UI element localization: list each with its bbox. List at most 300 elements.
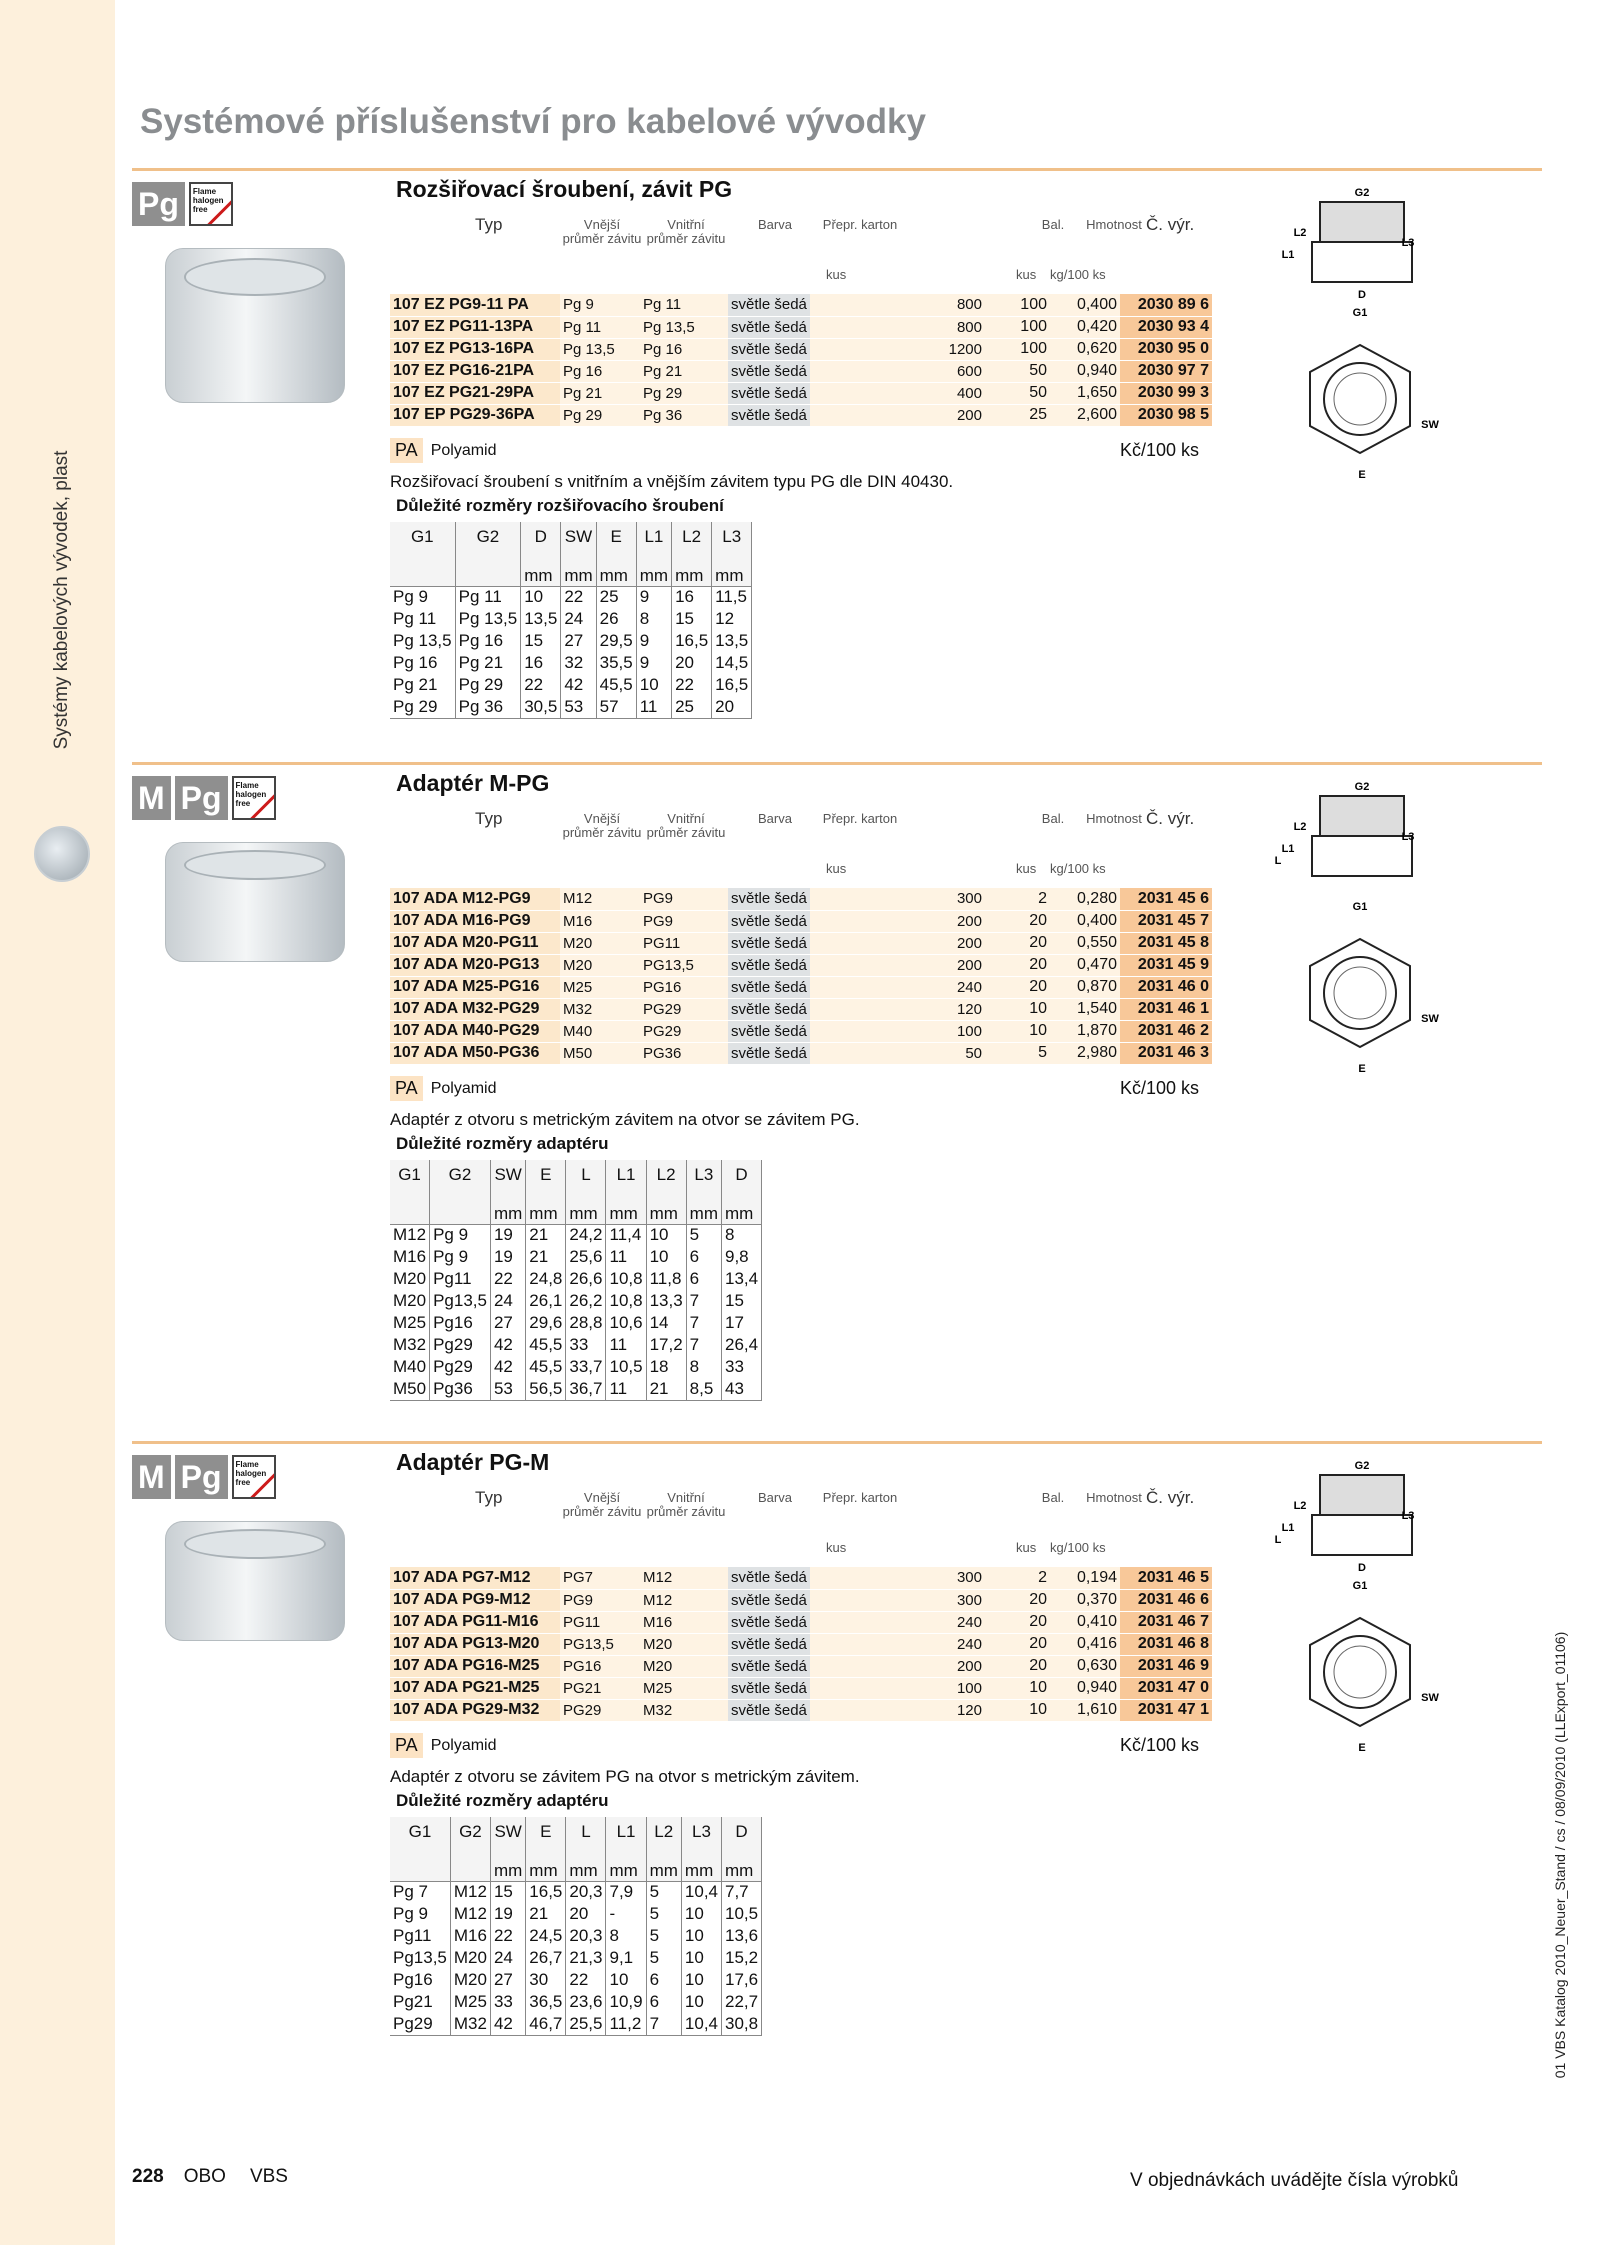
product-row [390,360,1212,382]
dimension-header: L2 [646,1160,686,1190]
side-strip [0,0,115,2245]
dimension-cell: 19 [490,1903,525,1925]
weight-cell: 0,550 [1050,932,1120,954]
dimension-label: L3 [1401,1510,1415,1522]
dimension-cell: 7 [646,2013,681,2035]
color-cell: světle šedá [728,1677,810,1699]
carton-cell: 1200 [810,338,1000,360]
carton-cell: 300 [810,1567,1000,1589]
dimension-label: D [1358,1562,1366,1574]
dimension-row [390,1246,762,1268]
dimension-row [390,608,752,630]
dimension-cell: 17,6 [722,1969,762,1991]
outer-thread-cell: M20 [560,932,640,954]
color-cell: světle šedá [728,1699,810,1721]
outer-thread-cell: PG29 [560,1699,640,1721]
dimension-cell: 11 [606,1378,646,1400]
dimension-cell: 7,7 [722,1881,762,1903]
color-cell: světle šedá [728,998,810,1020]
dimension-cell: 13,4 [722,1268,762,1290]
product-row [390,1699,1212,1721]
dimension-row [390,674,752,696]
dimension-cell: 11,2 [606,2013,646,2035]
dimension-cell: Pg 9 [430,1246,491,1268]
pack-cell: 2 [1000,888,1050,910]
type-cell: 107 EZ PG16-21PA [390,360,560,382]
dimension-cell: 53 [490,1378,525,1400]
dimension-cell: 25 [672,696,712,718]
dimension-label: G1 [1352,307,1368,319]
color-cell: světle šedá [728,888,810,910]
material-line [390,1733,497,1758]
color-cell: světle šedá [728,316,810,338]
product-image [165,1521,345,1641]
outer-thread-cell: Pg 11 [560,316,640,338]
dimension-cell: 26,6 [566,1268,606,1290]
outer-thread-cell: Pg 9 [560,294,640,316]
dimension-cell: 42 [490,1356,525,1378]
dimension-cell: M12 [450,1881,490,1903]
pack-cell: 100 [1000,338,1050,360]
dimension-cell: 5 [646,1903,681,1925]
inner-thread-cell: Pg 36 [640,404,728,426]
dimension-cell: 8 [636,608,671,630]
dimension-header: L2 [646,1817,681,1847]
dimension-cell: 10 [606,1969,646,1991]
dimension-cell: 24,5 [526,1925,566,1947]
dimension-cell: 10 [521,586,561,608]
drawing-shape [1334,1646,1386,1698]
dimension-cell: 11,4 [606,1224,646,1246]
dimension-cell: 10 [681,1903,721,1925]
header-unit-kus: kus [1016,267,1037,282]
weight-cell: 1,870 [1050,1020,1120,1042]
side-category-label: Systémy kabelových vývodek, plast [51,450,72,750]
article-number-cell: 2031 46 1 [1120,998,1212,1020]
dimension-cell: 25 [596,586,636,608]
dimension-cell: 5 [646,1881,681,1903]
dimension-cell: Pg 13,5 [455,608,521,630]
dimension-unit [390,1190,430,1224]
dimension-cell: 16,5 [526,1881,566,1903]
price-unit: Kč/100 ks [1120,1078,1200,1098]
weight-cell: 0,194 [1050,1567,1120,1589]
weight-cell: 1,540 [1050,998,1120,1020]
dimension-cell: 9 [636,652,671,674]
carton-cell: 240 [810,1633,1000,1655]
dimension-label: G2 [1354,781,1370,793]
dimension-row [390,1925,762,1947]
type-cell: 107 ADA M16-PG9 [390,910,560,932]
dimension-unit-row [390,1847,762,1881]
outer-thread-cell: M16 [560,910,640,932]
dimension-unit: mm [521,552,561,586]
dimension-cell: 8 [722,1224,762,1246]
dimension-cell: 9,1 [606,1947,646,1969]
dimension-cell: Pg 21 [455,652,521,674]
dimension-cell: 20,3 [566,1881,606,1903]
dimension-label: L1 [1281,249,1295,261]
article-number-cell: 2031 45 6 [1120,888,1212,910]
dimension-unit: mm [722,1847,762,1881]
section-badges [132,182,233,226]
dimension-cell: 10,9 [606,1991,646,2013]
outer-thread-cell: M20 [560,954,640,976]
section-divider [132,762,1542,765]
dimension-row [390,1378,762,1400]
pack-cell: 10 [1000,1677,1050,1699]
product-table-header [390,810,1212,888]
dimension-row [390,2013,762,2035]
article-number-cell: 2031 46 0 [1120,976,1212,998]
dimension-row [390,630,752,652]
product-row [390,1567,1212,1589]
dimension-cell: 32 [561,652,596,674]
header-barva: Barva [758,217,792,232]
pack-cell: 100 [1000,316,1050,338]
thread-badge: Pg [132,182,185,226]
dimension-label: L1 [1281,843,1295,855]
type-cell: 107 ADA PG9-M12 [390,1589,560,1611]
pack-cell: 100 [1000,294,1050,316]
product-table [390,1489,1212,1722]
dimension-cell: M12 [390,1224,430,1246]
dimension-unit: mm [636,552,671,586]
section-divider [132,168,1542,171]
weight-cell: 0,400 [1050,910,1120,932]
dimension-cell: Pg 13,5 [390,630,455,652]
dimension-unit: mm [566,1190,606,1224]
inner-thread-cell: M16 [640,1611,728,1633]
pack-cell: 20 [1000,932,1050,954]
page-title: Systémové příslušenství pro kabelové vývodky [140,102,926,141]
dimension-cell: 11 [636,696,671,718]
dimension-row [390,1356,762,1378]
weight-cell: 1,610 [1050,1699,1120,1721]
dimension-cell: 27 [561,630,596,652]
dimension-cell: 11 [606,1334,646,1356]
dimension-cell: 10,6 [606,1312,646,1334]
inner-thread-cell: Pg 16 [640,338,728,360]
dimension-cell: 19 [490,1224,525,1246]
dimension-cell: 10 [681,1947,721,1969]
drawing-shape [1312,1515,1412,1555]
dimension-header: SW [490,1817,525,1847]
weight-cell: 0,940 [1050,360,1120,382]
flame-halogen-free-icon: Flame halogen free [232,776,276,820]
article-number-cell: 2031 47 1 [1120,1699,1212,1721]
header-typ: Typ [475,1488,503,1507]
type-cell: 107 ADA PG29-M32 [390,1699,560,1721]
dimension-cell: - [606,1903,646,1925]
section-badges [132,1455,276,1499]
dimension-cell: 42 [490,1334,525,1356]
dimension-cell: 19 [490,1246,525,1268]
header-hmotnost: Hmotnost [1086,217,1142,232]
type-cell: 107 ADA M12-PG9 [390,888,560,910]
color-cell: světle šedá [728,932,810,954]
technical-drawing [1270,1453,1450,1768]
dimension-unit [390,1847,450,1881]
header-unit-kus: kus [826,861,847,876]
color-cell: světle šedá [728,294,810,316]
article-number-cell: 2031 46 2 [1120,1020,1212,1042]
color-cell: světle šedá [728,1655,810,1677]
dimension-label: L3 [1401,831,1415,843]
dimension-row [390,1312,762,1334]
side-thumbnail [34,826,90,882]
dimension-cell: Pg11 [390,1925,450,1947]
dimension-cell: 35,5 [596,652,636,674]
dimension-header-row [390,1817,762,1847]
dimension-cell: 24 [490,1290,525,1312]
dimension-table [390,1817,762,2036]
weight-cell: 0,620 [1050,338,1120,360]
dimension-unit [455,552,521,586]
footer-note: V objednávkách uvádějte čísla výrobků [1130,2170,1459,2191]
section-title: Adaptér PG-M [396,1449,550,1475]
dimension-header: D [722,1817,762,1847]
dimension-label: E [1358,469,1366,481]
drawing-shape [1320,202,1404,242]
dimension-cell: 45,5 [526,1334,566,1356]
dimension-cell: 22 [490,1925,525,1947]
material-tag: PA [390,1076,423,1101]
inner-thread-cell: PG16 [640,976,728,998]
dimension-row [390,1224,762,1246]
dimension-row [390,1947,762,1969]
flame-halogen-free-icon: Flame halogen free [189,182,233,226]
dimension-cell: 23,6 [566,1991,606,2013]
pack-cell: 10 [1000,998,1050,1020]
pack-cell: 20 [1000,1589,1050,1611]
drawing-shape [1312,242,1412,282]
pack-cell: 50 [1000,360,1050,382]
dimension-cell: 10 [646,1224,686,1246]
footer-page [132,2166,312,2188]
carton-cell: 240 [810,1611,1000,1633]
dimension-body [390,522,752,718]
dimension-header: L [566,1160,606,1190]
carton-cell: 600 [810,360,1000,382]
dimension-header: G2 [455,522,521,552]
dimension-header-row [390,1160,762,1190]
color-cell: světle šedá [728,1567,810,1589]
dimension-cell: 6 [686,1246,721,1268]
dimension-cell: 53 [561,696,596,718]
dimension-cell: 5 [646,1925,681,1947]
dimension-cell: M20 [450,1969,490,1991]
outer-thread-cell: Pg 13,5 [560,338,640,360]
dimension-row [390,586,752,608]
dimension-cell: 15 [722,1290,762,1312]
dimension-header: L3 [686,1160,721,1190]
dimension-cell: 25,6 [566,1246,606,1268]
article-number-cell: 2031 46 7 [1120,1611,1212,1633]
dimension-cell: 12 [712,608,752,630]
dimension-header: L1 [606,1160,646,1190]
dimension-header: D [521,522,561,552]
dimension-label: L [1274,1534,1282,1546]
product-table-header [390,1489,1212,1567]
header-hmotnost: Hmotnost [1086,1490,1142,1505]
product-row [390,1633,1212,1655]
dimension-cell: 10,5 [722,1903,762,1925]
dimension-cell: 20 [712,696,752,718]
dimension-header: L [566,1817,606,1847]
dimension-label: L3 [1401,237,1415,249]
dimension-cell: 43 [722,1378,762,1400]
dimension-cell: 11,8 [646,1268,686,1290]
product-row [390,932,1212,954]
type-cell: 107 ADA M50-PG36 [390,1042,560,1064]
section-description: Adaptér z otvoru s metrickým závitem na otvor se závitem PG. [390,1110,860,1129]
type-cell: 107 ADA PG21-M25 [390,1677,560,1699]
dimension-cell: M16 [390,1246,430,1268]
inner-thread-cell: Pg 29 [640,382,728,404]
pack-cell: 2 [1000,1567,1050,1589]
color-cell: světle šedá [728,954,810,976]
dimension-unit [390,552,455,586]
dimension-cell: 16,5 [712,674,752,696]
product-row [390,1589,1212,1611]
dimension-table [390,1160,762,1401]
header-unit-kus: kus [826,267,847,282]
dimension-unit-row [390,552,752,586]
dimension-cell: Pg 9 [390,586,455,608]
inner-thread-cell: PG9 [640,910,728,932]
article-number-cell: 2030 95 0 [1120,338,1212,360]
dimension-unit: mm [722,1190,762,1224]
product-rows [390,1567,1212,1722]
material-tag: PA [390,438,423,463]
product-row [390,1677,1212,1699]
header-hmotnost: Hmotnost [1086,811,1142,826]
dimension-cell: Pg21 [390,1991,450,2013]
product-row [390,382,1212,404]
flame-halogen-free-icon: Flame halogen free [232,1455,276,1499]
dimension-cell: 9 [636,630,671,652]
dimension-unit: mm [526,1190,566,1224]
dimension-header: G1 [390,1817,450,1847]
dimension-cell: 33 [722,1356,762,1378]
dimension-row [390,1991,762,2013]
drawing-shape [1320,796,1404,836]
outer-thread-cell: M12 [560,888,640,910]
dimension-cell: M40 [390,1356,430,1378]
dimension-cell: Pg16 [430,1312,491,1334]
pack-cell: 10 [1000,1020,1050,1042]
dimension-cell: 13,5 [521,608,561,630]
dimension-cell: Pg13,5 [430,1290,491,1312]
dimension-cell: 10,4 [681,1881,721,1903]
dimension-unit [430,1190,491,1224]
product-row [390,1042,1212,1064]
product-table-header [390,216,1212,294]
dimension-header: G2 [430,1160,491,1190]
dimension-cell: 26,2 [566,1290,606,1312]
dimension-cell: 6 [646,1969,681,1991]
dimension-cell: 56,5 [526,1378,566,1400]
thread-badge: M [132,1455,171,1499]
type-cell: 107 ADA M20-PG13 [390,954,560,976]
carton-cell: 50 [810,1042,1000,1064]
dimension-label: D [1358,289,1366,301]
dimension-cell: Pg 16 [455,630,521,652]
article-number-cell: 2031 45 7 [1120,910,1212,932]
dimension-label: L [1274,855,1282,867]
dimension-unit: mm [561,552,596,586]
dimension-cell: 26,7 [526,1947,566,1969]
dimension-cell: 21 [526,1246,566,1268]
dimension-cell: 20 [672,652,712,674]
header-barva: Barva [758,1490,792,1505]
product-row [390,910,1212,932]
dimension-cell: 7,9 [606,1881,646,1903]
outer-thread-cell: PG13,5 [560,1633,640,1655]
dimension-cell: 10,8 [606,1268,646,1290]
carton-cell: 120 [810,1699,1000,1721]
footer-brand: OBO [183,2166,226,2187]
product-row [390,338,1212,360]
product-row [390,954,1212,976]
dimension-cell: 26,1 [526,1290,566,1312]
dimension-cell: 5 [686,1224,721,1246]
header-vnitrni: Vnitřní průměr závitu [646,1490,726,1519]
dimension-cell: 21 [526,1224,566,1246]
dimension-cell: 33,7 [566,1356,606,1378]
dimension-cell: Pg 9 [390,1903,450,1925]
dimension-cell: 36,7 [566,1378,606,1400]
dimension-cell: 30,5 [521,696,561,718]
product-body [390,1567,1212,1721]
product-row [390,1020,1212,1042]
dimension-label: E [1358,1742,1366,1754]
material-line [390,438,497,463]
inner-thread-cell: Pg 13,5 [640,316,728,338]
inner-thread-cell: PG29 [640,1020,728,1042]
dimension-body [390,1817,762,2035]
dimension-cell: 10,4 [681,2013,721,2035]
type-cell: 107 EP PG29-36PA [390,404,560,426]
dimension-cell: 6 [686,1268,721,1290]
inner-thread-cell: M20 [640,1633,728,1655]
carton-cell: 120 [810,998,1000,1020]
dimension-cell: 22 [566,1969,606,1991]
dimension-cell: 21 [646,1378,686,1400]
dimension-cell: 21,3 [566,1947,606,1969]
thread-badge: M [132,776,171,820]
dimension-cell: 22 [672,674,712,696]
dimension-cell: 20,3 [566,1925,606,1947]
dimension-cell: Pg 29 [455,674,521,696]
type-cell: 107 ADA M20-PG11 [390,932,560,954]
dimension-header: L1 [606,1817,646,1847]
dimension-cell: M16 [450,1925,490,1947]
article-number-cell: 2030 89 6 [1120,294,1212,316]
header-typ: Typ [475,215,503,234]
pack-cell: 5 [1000,1042,1050,1064]
dimension-cell: 22 [490,1268,525,1290]
dimension-cell: 13,5 [712,630,752,652]
product-row [390,1611,1212,1633]
color-cell: světle šedá [728,338,810,360]
header-unit-kus: kus [826,1540,847,1555]
outer-thread-cell: PG11 [560,1611,640,1633]
dimension-cell: M25 [450,1991,490,2013]
type-cell: 107 EZ PG21-29PA [390,382,560,404]
section-title: Adaptér M-PG [396,770,550,796]
